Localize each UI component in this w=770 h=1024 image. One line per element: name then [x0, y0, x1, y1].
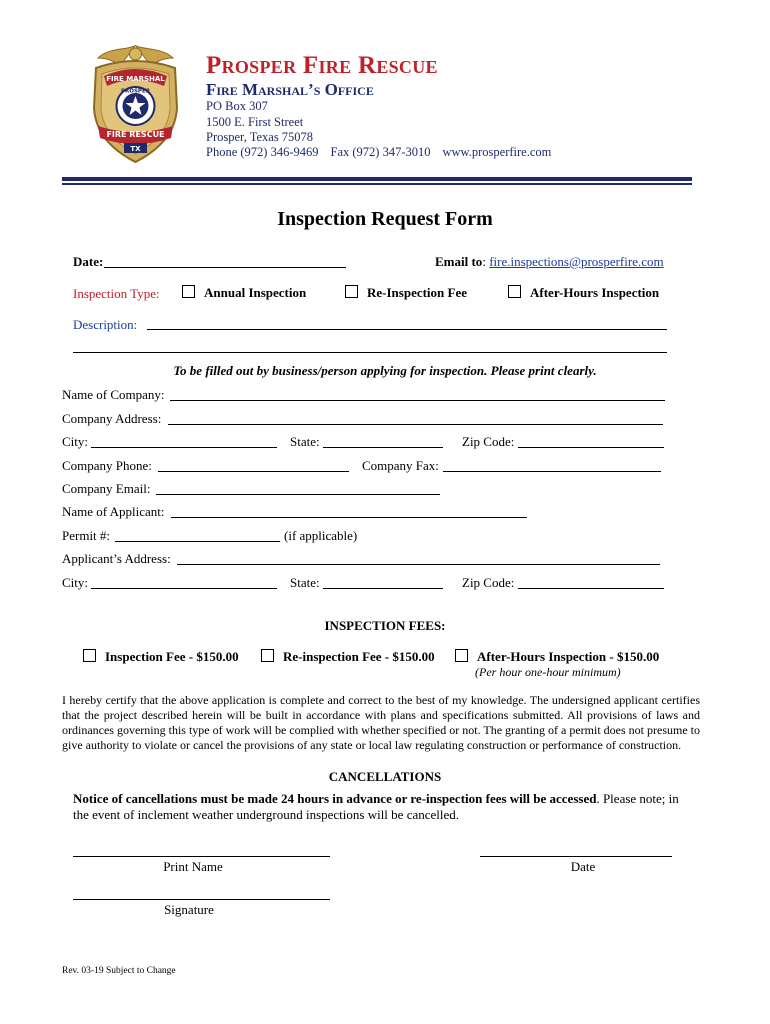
revision-footer: Rev. 03-19 Subject to Change	[62, 966, 176, 976]
email-line	[435, 254, 664, 270]
date-signed-field[interactable]	[480, 856, 672, 857]
zip2-field[interactable]	[518, 588, 664, 589]
svg-text:TX: TX	[130, 145, 141, 153]
inspection-fee-checkbox[interactable]	[83, 649, 96, 662]
date-label: Date:	[73, 254, 104, 269]
print-name-field[interactable]	[73, 856, 330, 857]
cancellation-notice	[73, 791, 693, 823]
applicant-name-field[interactable]	[171, 517, 527, 518]
company-name-field[interactable]	[170, 400, 665, 401]
city2-field[interactable]	[91, 588, 277, 589]
instructions-text: To be filled out by business/person applying for inspection. Please print clearly.	[173, 363, 597, 378]
zip-field[interactable]	[518, 447, 664, 448]
signature-label: Signature	[164, 902, 214, 917]
state-label: State:	[290, 434, 320, 449]
company-email-label: Company Email:	[62, 481, 151, 496]
signature-field[interactable]	[73, 899, 330, 900]
reinspection-fee-amount-option[interactable]	[261, 649, 435, 665]
email-label: Email to	[435, 254, 483, 269]
certification-text: I hereby certify that the above application is complete and correct to the best of my knowledge. The undersigned applicant certifies that the project described herein will be built in accordance with plans and specifications submitted. All provisions of laws and ordinances governing this type of work will be complied with whether specified or not. The granting of a permit does not presume to give authority to violate or cancel the provisions of any state or local law regulating construction or performance of construction.	[62, 693, 700, 752]
inspection-fee-label: Inspection Fee - $150.00	[105, 649, 239, 664]
zip-label: Zip Code:	[462, 434, 515, 449]
svg-text:PROSPER: PROSPER	[121, 88, 150, 95]
after-hours-checkbox[interactable]	[508, 285, 521, 298]
address-po-box: PO Box 307	[206, 99, 268, 113]
company-phone-label: Company Phone:	[62, 458, 152, 473]
company-fax-label: Company Fax:	[362, 458, 439, 473]
description-label: Description:	[73, 317, 138, 332]
inspection-fee-option[interactable]	[83, 649, 239, 665]
annual-inspection-option[interactable]	[182, 285, 306, 301]
address-street: 1500 E. First Street	[206, 115, 304, 129]
date-signed-label: Date	[570, 859, 596, 874]
description-field-line1[interactable]	[147, 329, 667, 330]
company-email-field[interactable]	[156, 494, 440, 495]
date-field[interactable]	[104, 267, 346, 268]
header-divider-thick	[62, 177, 692, 181]
reinspection-fee-label: Re-Inspection Fee	[367, 285, 468, 300]
company-phone-field[interactable]	[158, 471, 349, 472]
svg-text:FIRE MARSHAL: FIRE MARSHAL	[106, 75, 165, 83]
reinspection-fee-option[interactable]	[345, 285, 467, 301]
state2-label: State:	[290, 575, 320, 590]
fax-number: Fax (972) 347-3010	[330, 145, 431, 159]
reinspection-fee-checkbox[interactable]	[345, 285, 358, 298]
after-hours-option[interactable]	[508, 285, 659, 301]
email-colon: :	[482, 254, 486, 269]
website-link[interactable]: www.prosperfire.com	[442, 145, 552, 159]
cancellation-notice-bold: Notice of cancellations must be made 24 hours in advance or re-inspection fees will be accessed	[73, 791, 597, 806]
applicant-address-field[interactable]	[177, 564, 660, 565]
applicant-address-label: Applicant’s Address:	[62, 551, 171, 566]
permit-field[interactable]	[115, 541, 280, 542]
state2-field[interactable]	[323, 588, 443, 589]
city2-label: City:	[62, 575, 89, 590]
contact-line	[206, 145, 551, 160]
fees-heading: INSPECTION FEES:	[324, 618, 446, 633]
description-field-line2[interactable]	[73, 352, 667, 353]
state-field[interactable]	[323, 447, 443, 448]
annual-inspection-checkbox[interactable]	[182, 285, 195, 298]
reinspection-fee-amount-label: Re-inspection Fee - $150.00	[283, 649, 435, 664]
fire-rescue-badge-logo	[78, 42, 193, 167]
print-name-label: Print Name	[163, 859, 223, 874]
form-title: Inspection Request Form	[277, 208, 493, 230]
company-fax-field[interactable]	[443, 471, 661, 472]
inspection-type-label: Inspection Type:	[73, 286, 160, 301]
after-hours-label: After-Hours Inspection	[530, 285, 660, 300]
cancellation-notice-rest: . Please note; in the event of inclement weather underground inspections will be cancelled.	[73, 791, 679, 822]
organization-subtitle: Fire Marshal’s Office	[206, 80, 374, 99]
city-label: City:	[62, 434, 89, 449]
svg-text:FIRE RESCUE: FIRE RESCUE	[106, 130, 165, 139]
company-address-label: Company Address:	[62, 411, 162, 426]
after-hours-fee-option[interactable]	[455, 649, 659, 665]
after-hours-fee-checkbox[interactable]	[455, 649, 468, 662]
company-address-field[interactable]	[168, 424, 663, 425]
reinspection-fee-amount-checkbox[interactable]	[261, 649, 274, 662]
permit-label: Permit #:	[62, 528, 111, 543]
applicant-name-label: Name of Applicant:	[62, 504, 165, 519]
phone-number: Phone (972) 346-9469	[206, 145, 319, 159]
organization-title: Prosper Fire Rescue	[206, 52, 438, 79]
after-hours-fee-label: After-Hours Inspection - $150.00	[477, 649, 660, 664]
address-city-state: Prosper, Texas 75078	[206, 130, 314, 144]
email-link[interactable]: fire.inspections@prosperfire.com	[489, 254, 664, 269]
cancellations-heading: CANCELLATIONS	[328, 769, 442, 784]
city-field[interactable]	[91, 447, 277, 448]
fee-note: (Per hour one-hour minimum)	[475, 665, 621, 679]
company-name-label: Name of Company:	[62, 387, 165, 402]
annual-inspection-label: Annual Inspection	[204, 285, 307, 300]
permit-note: (if applicable)	[284, 528, 358, 543]
header-divider-thin	[62, 183, 692, 185]
zip2-label: Zip Code:	[462, 575, 515, 590]
